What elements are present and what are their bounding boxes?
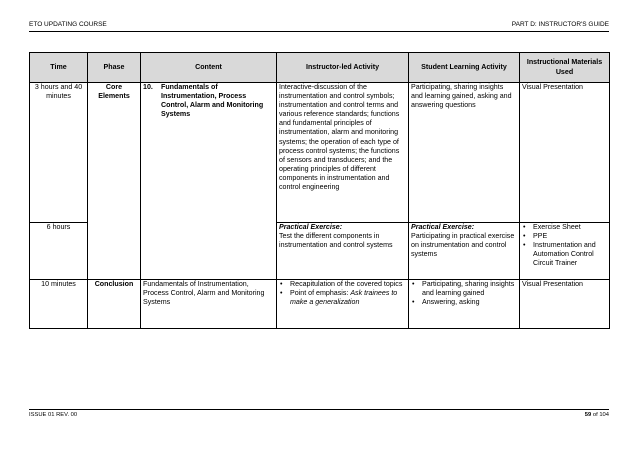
emphasis-lead: Point of emphasis: [290,289,351,298]
list-item: • PPE [522,232,607,241]
materials-cell: Visual Presentation [520,280,610,329]
page-number [585,412,609,418]
practical-exercise-title: Practical Exercise: [411,223,475,231]
page-footer [29,409,609,421]
list-item: • Recapitulation of the covered topics [279,280,406,289]
phase-cell: Conclusion [88,280,141,329]
table-row [30,280,610,329]
instructor-cell [277,280,409,329]
list-item: • Exercise Sheet [522,223,607,232]
col-header-student: Student Learning Activity [409,53,520,83]
part-title: PART D: INSTRUCTOR'S GUIDE [511,21,609,28]
issue-revision: ISSUE 01 REV. 00 [29,412,78,418]
student-cell: Participating, sharing insights and learning gained, asking and answering questions [409,83,520,223]
course-title: ETO UPDATING COURSE [29,21,107,28]
page-header [29,19,609,32]
total-pages: of 104 [592,412,609,418]
instructor-cell: Interactive-discussion of the instrumentation and control symbols; instrumentation and control terms and various reference standards; functions and fundamental principles of instrumentation, alarm and monitoring systems; the operation of each type of process control systems; the functions of sensors and transducers; and the operating principles of different components in instrumentation and control engineering [277,83,409,223]
col-header-content: Content [141,53,277,83]
col-header-instructor: Instructor-led Activity [277,53,409,83]
content-text: Fundamentals of Instrumentation, Process Control, Alarm and Monitoring Systems [161,83,264,119]
phase-cell: Core Elements [88,83,141,280]
practical-exercise-text: Test the different components in instrumentation and control systems [279,232,393,250]
practical-exercise-title: Practical Exercise: [279,223,343,231]
lesson-plan-table [29,52,610,329]
content-number: 10. [143,83,153,91]
materials-cell [520,223,610,280]
content-cell [141,83,277,280]
table-header-row [30,53,610,83]
col-header-materials: Instructional Materials Used [520,53,610,83]
time-cell: 3 hours and 40 minutes [30,83,88,223]
time-cell: 6 hours [30,223,88,280]
time-cell: 10 minutes [30,280,88,329]
col-header-time: Time [30,53,88,83]
practical-exercise-text: Participating in practical exercise on instrumentation and control systems [411,232,515,259]
table-row [30,83,610,223]
list-item: • Instrumentation and Automation Control Circuit Trainer [522,241,607,268]
content-item [143,83,274,119]
content-cell: Fundamentals of Instrumentation, Process Control, Alarm and Monitoring Systems [141,280,277,329]
instructor-cell [277,223,409,280]
student-cell [409,223,520,280]
materials-cell: Visual Presentation [520,83,610,223]
list-item: • Answering, asking [411,298,517,307]
current-page: 59 [584,412,592,418]
student-cell [409,280,520,329]
emphasis-text: Ask trainees to make a generalization [290,289,398,307]
list-item [279,289,406,307]
list-item: • Participating, sharing insights and learning gained [411,280,517,298]
col-header-phase: Phase [88,53,141,83]
